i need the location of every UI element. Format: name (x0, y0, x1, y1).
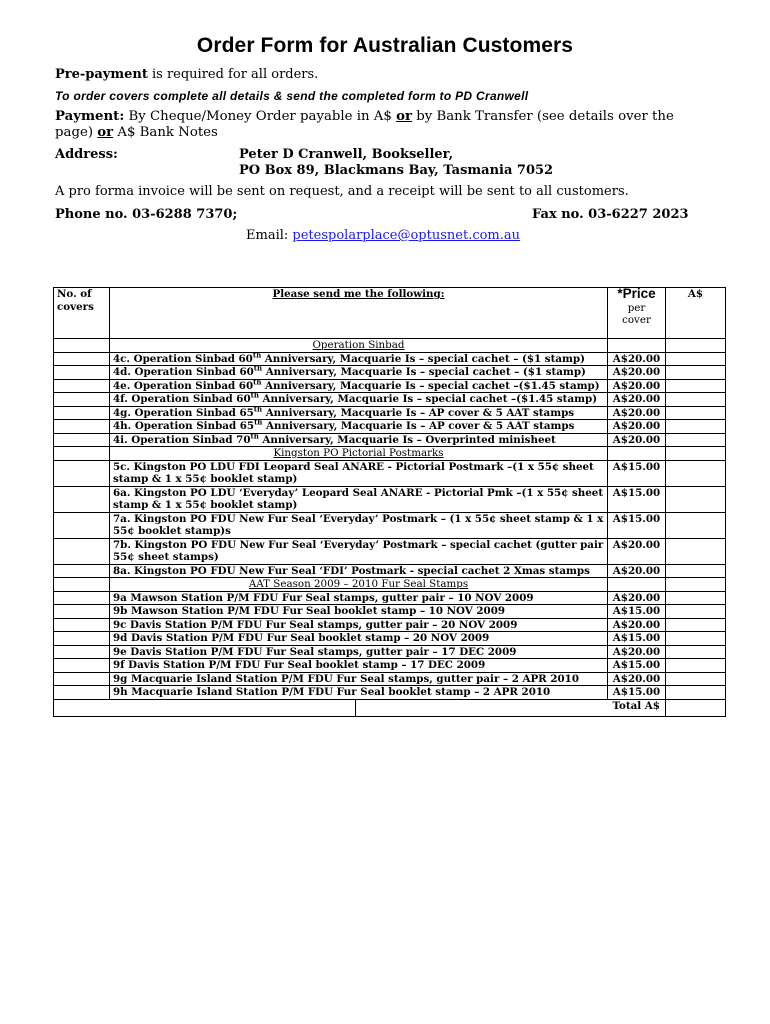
item-row (54, 672, 726, 686)
qty-cell[interactable] (54, 512, 110, 538)
price-column-header (608, 288, 666, 339)
item-text: 4h. Operation Sinbad 65 (113, 420, 255, 432)
qty-cell[interactable] (54, 659, 110, 673)
section-row (54, 578, 726, 592)
amount-cell[interactable] (666, 538, 726, 564)
qty-cell[interactable] (54, 645, 110, 659)
total-amount-cell[interactable] (666, 699, 726, 716)
item-price: A$15.00 (608, 460, 666, 486)
item-text: 4e. Operation Sinbad 60 (113, 379, 254, 392)
item-row (54, 659, 726, 673)
item-row (54, 366, 726, 380)
item-price: A$20.00 (608, 406, 666, 420)
qty-cell[interactable] (54, 447, 110, 461)
amount-cell[interactable] (666, 645, 726, 659)
item-description (110, 406, 608, 420)
email-label: Email: (246, 228, 293, 243)
payment-or: or (97, 125, 114, 140)
item-ordinal-suffix: th (253, 404, 263, 414)
item-price: A$15.00 (608, 605, 666, 619)
item-text: 9c Davis Station P/M FDU Fur Seal stamps, gutter pair – 20 NOV 2009 (113, 618, 518, 631)
item-ordinal-suffix: th (252, 350, 262, 360)
item-row (54, 686, 726, 700)
phone-number: Phone no. 03-6288 7370; (55, 207, 238, 222)
item-price: A$15.00 (608, 659, 666, 673)
item-text: 8a. Kingston PO FDU New Fur Seal ‘FDI’ Postmark - special cachet 2 Xmas stamps (113, 564, 590, 577)
item-text: 5c. Kingston PO LDU FDI Leopard Seal ANARE - Pictorial Postmark –(1 x 55¢ sheet stamp & 1 x 55¢ booklet stamp) (113, 460, 594, 485)
item-price: A$20.00 (608, 420, 666, 434)
order-table-body (54, 339, 726, 717)
item-description (110, 390, 608, 407)
item-text: 7a. Kingston PO FDU New Fur Seal ‘Everyday’ Postmark – (1 x 55¢ sheet stamp & 1 x 55¢ booklet stamp)s (113, 512, 604, 537)
section-row (54, 339, 726, 353)
table-header-row (54, 288, 726, 339)
aud-column-header: A$ (666, 288, 726, 339)
amount-cell[interactable] (666, 339, 726, 353)
item-description (110, 618, 608, 632)
total-label: Total A$ (608, 699, 666, 716)
payment-or: or (396, 109, 412, 124)
qty-cell[interactable] (54, 420, 110, 434)
amount-cell[interactable] (666, 433, 726, 447)
item-description (110, 352, 608, 366)
item-ordinal-suffix: th (253, 363, 263, 373)
item-description (110, 659, 608, 673)
page-title: Order Form for Australian Customers (196, 34, 574, 57)
item-row (54, 379, 726, 393)
item-text: 4i. Operation Sinbad 70 (113, 433, 251, 446)
payment-text: by Bank Transfer (see details over the (411, 109, 674, 124)
item-price: A$20.00 (608, 352, 666, 366)
payment-line-2 (55, 125, 218, 140)
amount-cell[interactable] (666, 686, 726, 700)
item-price: A$20.00 (608, 591, 666, 605)
item-price: A$15.00 (608, 486, 666, 512)
amount-cell[interactable] (666, 379, 726, 393)
qty-cell[interactable] (54, 591, 110, 605)
item-row (54, 420, 726, 434)
item-description (110, 460, 608, 486)
item-description (110, 512, 608, 538)
amount-cell[interactable] (666, 406, 726, 420)
item-price: A$20.00 (608, 379, 666, 393)
amount-cell[interactable] (666, 591, 726, 605)
item-text: 4f. Operation Sinbad 60 (113, 393, 251, 405)
amount-cell[interactable] (666, 512, 726, 538)
qty-cell[interactable] (54, 538, 110, 564)
prepayment-label: Pre-payment (55, 67, 148, 82)
amount-cell[interactable] (666, 632, 726, 646)
section-title: Operation Sinbad (110, 339, 608, 353)
invoice-note: A pro forma invoice will be sent on request, and a receipt will be sent to all customers. (55, 184, 629, 199)
qty-cell[interactable] (54, 686, 110, 700)
amount-cell[interactable] (666, 420, 726, 434)
item-text: Anniversary, Macquarie Is – Overprinted minisheet (258, 433, 556, 446)
payment-text: By Cheque/Money Order payable in A$ (124, 109, 397, 124)
item-description (110, 645, 608, 659)
price-cell (608, 578, 666, 592)
covers-header-line: covers (57, 300, 94, 313)
item-text: 4g. Operation Sinbad 65 (113, 406, 254, 419)
item-row (54, 618, 726, 632)
item-description (110, 379, 608, 393)
amount-cell[interactable] (666, 618, 726, 632)
prepayment-line (55, 67, 318, 82)
item-row (54, 632, 726, 646)
qty-cell[interactable] (54, 578, 110, 592)
price-header-line: cover (622, 314, 651, 326)
description-column-header: Please send me the following: (110, 288, 608, 339)
email-line (246, 228, 520, 243)
price-header-line: per (627, 301, 646, 314)
item-text: Anniversary, Macquarie Is – AP cover & 5 AAT stamps (262, 406, 575, 419)
item-text: 9e Davis Station P/M FDU Fur Seal stamps, gutter pair – 17 DEC 2009 (113, 645, 517, 658)
email-link[interactable]: petespolarplace@optusnet.com.au (292, 228, 521, 243)
item-price: A$20.00 (608, 393, 666, 407)
item-description (110, 486, 608, 512)
qty-cell[interactable] (54, 672, 110, 686)
qty-cell[interactable] (54, 632, 110, 646)
item-row (54, 352, 726, 366)
covers-header-line: No. of (57, 288, 92, 300)
amount-cell[interactable] (666, 447, 726, 461)
item-description (110, 564, 608, 578)
qty-cell[interactable] (54, 460, 110, 486)
qty-cell[interactable] (54, 433, 110, 447)
qty-cell[interactable] (54, 406, 110, 420)
amount-cell[interactable] (666, 352, 726, 366)
item-text: Anniversary, Macquarie Is – AP cover & 5 AAT stamps (262, 420, 575, 432)
payment-text: page) (55, 125, 98, 140)
item-text: 9h Macquarie Island Station P/M FDU Fur Seal booklet stamp – 2 APR 2010 (113, 686, 551, 698)
item-row (54, 433, 726, 447)
item-price: A$15.00 (608, 632, 666, 646)
item-row (54, 605, 726, 619)
item-price: A$20.00 (608, 538, 666, 564)
item-description (110, 363, 608, 380)
amount-cell[interactable] (666, 460, 726, 486)
item-ordinal-suffix: th (250, 390, 259, 400)
amount-cell[interactable] (666, 366, 726, 380)
amount-cell[interactable] (666, 659, 726, 673)
qty-cell[interactable] (54, 379, 110, 393)
item-row (54, 460, 726, 486)
item-row (54, 564, 726, 578)
item-text: Anniversary, Macquarie Is – special cachet –($1.45 stamp) (258, 393, 598, 405)
item-description (110, 591, 608, 605)
amount-cell[interactable] (666, 486, 726, 512)
section-title: AAT Season 2009 – 2010 Fur Seal Stamps (110, 578, 608, 592)
amount-cell[interactable] (666, 605, 726, 619)
fax-number: Fax no. 03-6227 2023 (532, 207, 689, 222)
address-line-2: PO Box 89, Blackmans Bay, Tasmania 7052 (239, 163, 554, 178)
qty-cell[interactable] (54, 486, 110, 512)
qty-cell[interactable] (54, 564, 110, 578)
item-text: 9d Davis Station P/M FDU Fur Seal booklet stamp – 20 NOV 2009 (113, 632, 490, 644)
item-price: A$20.00 (608, 645, 666, 659)
address-line-1: Peter D Cranwell, Bookseller, (239, 147, 454, 162)
qty-cell[interactable] (54, 605, 110, 619)
item-price: A$20.00 (608, 366, 666, 380)
order-table (53, 287, 726, 717)
payment-line-1 (55, 109, 674, 124)
item-text: 9f Davis Station P/M FDU Fur Seal booklet stamp – 17 DEC 2009 (113, 659, 486, 671)
item-row (54, 393, 726, 407)
amount-cell[interactable] (666, 578, 726, 592)
item-description (110, 605, 608, 619)
item-price: A$15.00 (608, 686, 666, 700)
item-row (54, 486, 726, 512)
amount-cell[interactable] (666, 564, 726, 578)
qty-cell[interactable] (54, 352, 110, 366)
item-text: 6a. Kingston PO LDU ‘Everyday’ Leopard Seal ANARE - Pictorial Pmk –(1 x 55¢ sheet stamp & 1 x 55¢ booklet stamp) (113, 486, 604, 511)
price-cell (608, 339, 666, 353)
item-text: 9g Macquarie Island Station P/M FDU Fur Seal stamps, gutter pair – 2 APR 2010 (113, 672, 579, 685)
section-row (54, 447, 726, 461)
item-row (54, 591, 726, 605)
item-text: 4c. Operation Sinbad 60 (113, 352, 253, 365)
order-instructions: To order covers complete all details & send the completed form to PD Cranwell (55, 89, 529, 103)
price-cell (608, 447, 666, 461)
amount-cell[interactable] (666, 672, 726, 686)
item-description (110, 686, 608, 700)
item-text: 4d. Operation Sinbad 60 (113, 366, 254, 378)
qty-cell[interactable] (54, 618, 110, 632)
total-blank-cell (356, 699, 608, 716)
address-label: Address: (55, 147, 118, 162)
qty-cell[interactable] (54, 393, 110, 407)
total-row (54, 699, 726, 716)
item-text: 9a Mawson Station P/M FDU Fur Seal stamps, gutter pair – 10 NOV 2009 (113, 591, 534, 604)
prepayment-text: is required for all orders. (147, 67, 319, 82)
item-row (54, 512, 726, 538)
item-price: A$20.00 (608, 618, 666, 632)
item-price: A$20.00 (608, 672, 666, 686)
item-description (110, 433, 608, 447)
amount-cell[interactable] (666, 393, 726, 407)
item-price: A$15.00 (608, 512, 666, 538)
item-description (110, 672, 608, 686)
item-description (110, 417, 608, 434)
item-price: A$20.00 (608, 564, 666, 578)
payment-text: A$ Bank Notes (113, 125, 218, 140)
item-row (54, 538, 726, 564)
item-row (54, 645, 726, 659)
qty-cell[interactable] (54, 366, 110, 380)
item-description (110, 632, 608, 646)
item-price: A$20.00 (608, 433, 666, 447)
item-text: Anniversary, Macquarie Is – special cachet – ($1 stamp) (262, 366, 586, 378)
item-text: Anniversary, Macquarie Is – special cachet – ($1 stamp) (261, 352, 585, 365)
price-header-line: *Price (617, 286, 656, 301)
covers-column-header (54, 288, 110, 339)
item-ordinal-suffix: th (254, 417, 263, 427)
qty-cell[interactable] (54, 339, 110, 353)
item-ordinal-suffix: th (250, 431, 259, 441)
item-text: 7b. Kingston PO FDU New Fur Seal ‘Everyday’ Postmark – special cachet (gutter pair 55¢ sheet stamps) (113, 538, 604, 563)
item-ordinal-suffix: th (253, 377, 262, 387)
item-text: Anniversary, Macquarie Is – special cachet –($1.45 stamp) (261, 379, 600, 392)
section-title: Kingston PO Pictorial Postmarks (110, 447, 608, 461)
payment-label: Payment: (55, 109, 125, 124)
item-row (54, 406, 726, 420)
item-description (110, 538, 608, 564)
item-text: 9b Mawson Station P/M FDU Fur Seal booklet stamp – 10 NOV 2009 (113, 605, 506, 617)
total-blank-cell (54, 699, 356, 716)
